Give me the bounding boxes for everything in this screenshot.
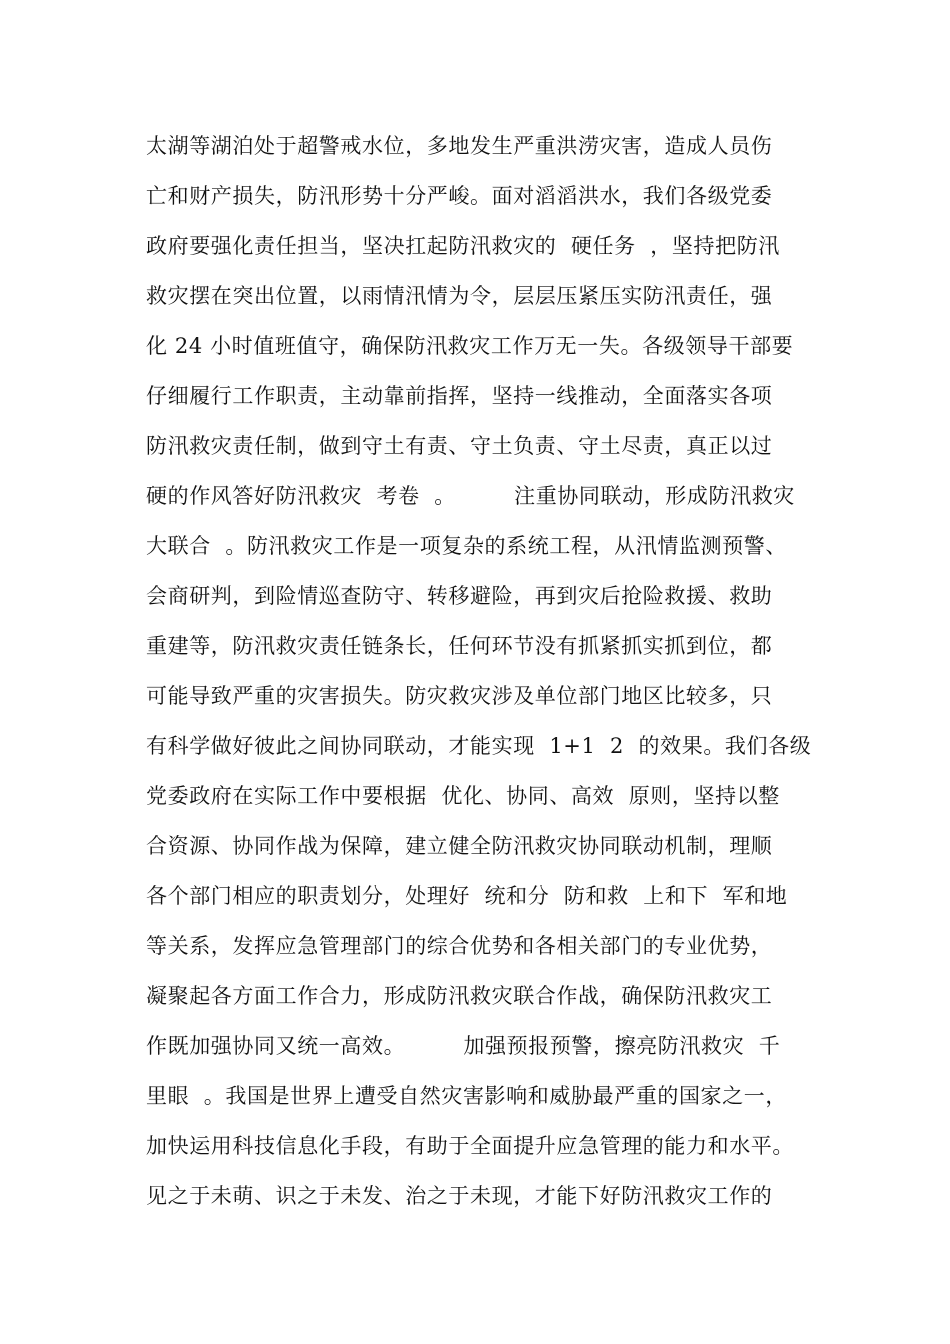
text-line: 太湖等湖泊处于超警戒水位，多地发生严重洪涝灾害，造成人员伤 bbox=[146, 134, 773, 158]
text-line: 会商研判，到险情巡查防守、转移避险，再到灾后抢险救援、救助 bbox=[146, 584, 773, 608]
text-line: 硬的作风答好防汛救灾 考卷 。 注重协同联动，形成防汛救灾 bbox=[146, 484, 795, 508]
text-line: 政府要强化责任担当，坚决扛起防汛救灾的 硬任务 ，坚持把防汛 bbox=[146, 234, 780, 258]
text-line: 大联合 。防汛救灾工作是一项复杂的系统工程，从汛情监测预警、 bbox=[146, 534, 787, 558]
text-line: 加快运用科技信息化手段，有助于全面提升应急管理的能力和水平。 bbox=[146, 1134, 794, 1158]
text-line: 可能导致严重的灾害损失。防灾救灾涉及单位部门地区比较多，只 bbox=[146, 684, 773, 708]
text-line: 有科学做好彼此之间协同联动，才能实现 1+1 2 的效果。我们各级 bbox=[146, 734, 812, 758]
text-line: 防汛救灾责任制，做到守土有责、守土负责、守土尽责，真正以过 bbox=[146, 434, 773, 458]
text-line: 见之于未萌、识之于未发、治之于未现，才能下好防汛救灾工作的 bbox=[146, 1184, 773, 1208]
text-line: 里眼 。我国是世界上遭受自然灾害影响和威胁最严重的国家之一， bbox=[146, 1084, 787, 1108]
text-line: 凝聚起各方面工作合力，形成防汛救灾联合作战，确保防汛救灾工 bbox=[146, 984, 773, 1008]
text-line: 等关系，发挥应急管理部门的综合优势和各相关部门的专业优势， bbox=[146, 934, 773, 958]
text-line: 作既加强协同又统一高效。 加强预报预警，擦亮防汛救灾 千 bbox=[146, 1034, 781, 1058]
text-line: 党委政府在实际工作中要根据 优化、协同、高效 原则，坚持以整 bbox=[146, 784, 780, 808]
text-line: 重建等，防汛救灾责任链条长，任何环节没有抓紧抓实抓到位，都 bbox=[146, 634, 773, 658]
text-line: 化 24 小时值班值守，确保防汛救灾工作万无一失。各级领导干部要 bbox=[146, 334, 794, 358]
text-line: 仔细履行工作职责，主动靠前指挥，坚持一线推动，全面落实各项 bbox=[146, 384, 773, 408]
text-line: 亡和财产损失，防汛形势十分严峻。面对滔滔洪水，我们各级党委 bbox=[146, 184, 773, 208]
text-line: 救灾摆在突出位置，以雨情汛情为令，层层压紧压实防汛责任，强 bbox=[146, 284, 773, 308]
text-line: 各个部门相应的职责划分，处理好 统和分 防和救 上和下 军和地 bbox=[146, 884, 788, 908]
text-line: 合资源、协同作战为保障，建立健全防汛救灾协同联动机制，理顺 bbox=[146, 834, 773, 858]
